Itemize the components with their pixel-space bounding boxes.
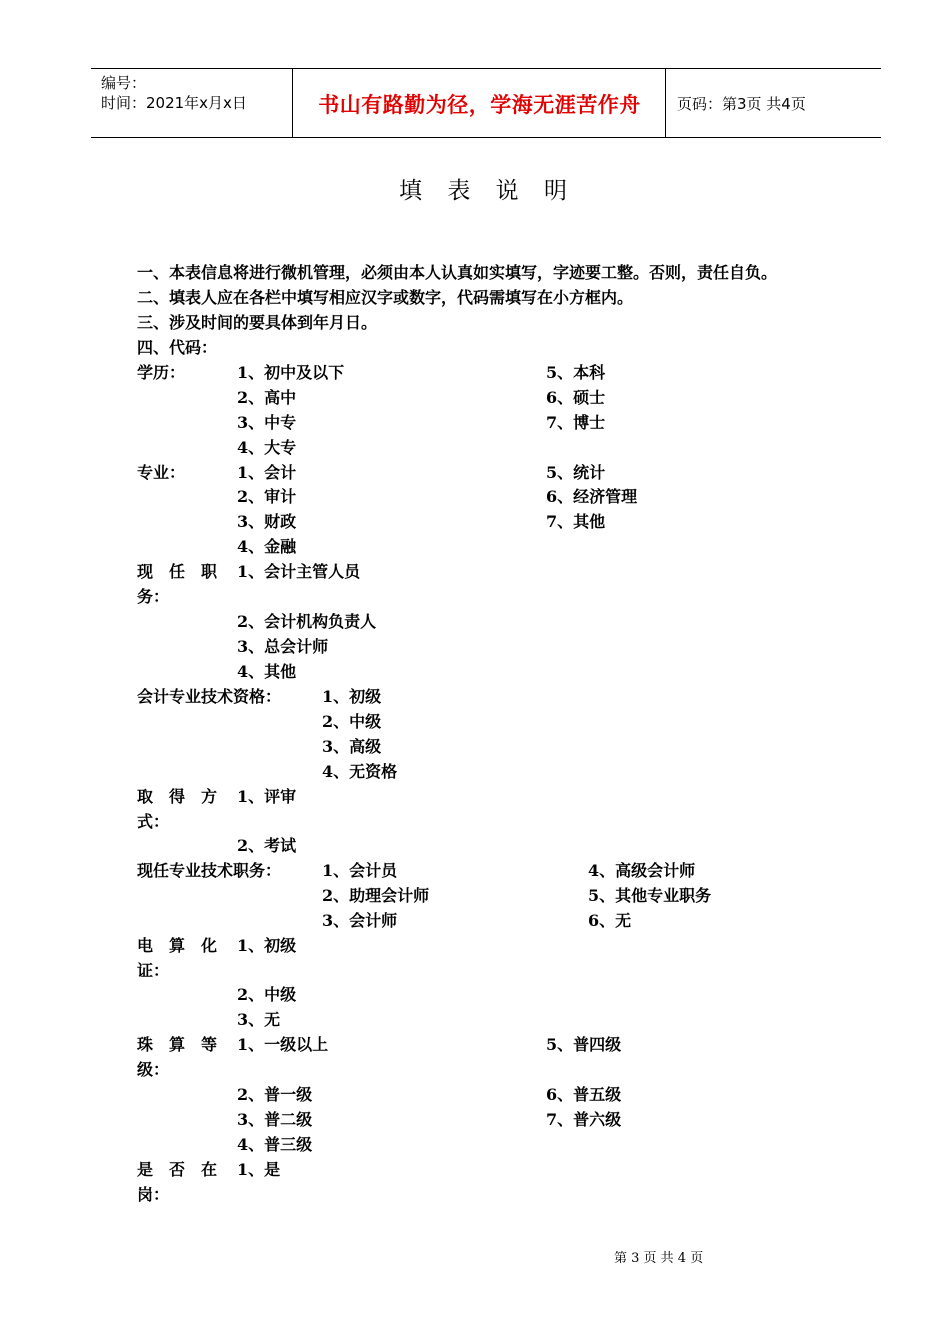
abacus-item: 3、普二级 — [237, 1110, 313, 1129]
education-item: 2、高中 — [237, 388, 297, 407]
position-item: 1、会计主管人员 — [237, 562, 361, 581]
position-item: 2、会计机构负责人 — [237, 612, 377, 631]
title-post-item: 6、无 — [588, 911, 632, 930]
education-label: 学历： — [137, 363, 186, 382]
computer-item: 3、无 — [237, 1010, 281, 1029]
title-post-item: 3、会计师 — [322, 911, 398, 930]
computer-item: 1、初级 — [237, 936, 297, 955]
computer-label: 电 算 化 — [137, 936, 218, 955]
on-post-label: 岗： — [137, 1185, 170, 1204]
header-motto: 书山有路勤为径，学海无涯苦作舟 — [318, 93, 641, 117]
position-item: 4、其他 — [237, 662, 297, 681]
position-label: 现 任 职 — [137, 562, 218, 581]
on-post-item: 1、是 — [237, 1160, 281, 1179]
method-item: 1、评审 — [237, 787, 297, 806]
page-header — [91, 68, 881, 138]
qualification-item: 3、高级 — [322, 737, 382, 756]
major-item: 7、其他 — [546, 512, 606, 531]
abacus-item: 2、普一级 — [237, 1085, 313, 1104]
note-1: 一、本表信息将进行微机管理，必须由本人认真如实填写，字迹要工整。否则，责任自负。 — [137, 263, 778, 282]
position-item: 3、总会计师 — [237, 637, 329, 656]
abacus-label: 珠 算 等 — [137, 1035, 218, 1054]
title-post-item: 5、其他专业职务 — [588, 886, 712, 905]
on-post-label: 是 否 在 — [137, 1160, 218, 1179]
abacus-item: 1、一级以上 — [237, 1035, 329, 1054]
header-divider — [665, 69, 666, 137]
education-item: 6、硕士 — [546, 388, 606, 407]
method-item: 2、考试 — [237, 836, 297, 855]
abacus-item: 5、普四级 — [546, 1035, 622, 1054]
time-label: 时间：2021年x月x日 — [101, 94, 247, 112]
computer-label: 证： — [137, 961, 170, 980]
abacus-label: 级： — [137, 1060, 170, 1079]
major-item: 6、经济管理 — [546, 487, 638, 506]
note-3: 三、涉及时间的要具体到年月日。 — [137, 313, 378, 332]
number-label: 编号： — [101, 74, 147, 92]
method-label: 式： — [137, 812, 170, 831]
computer-item: 2、中级 — [237, 985, 297, 1004]
qualification-item: 4、无资格 — [322, 762, 398, 781]
major-item: 1、会计 — [237, 463, 297, 482]
qualification-item: 1、初级 — [322, 687, 382, 706]
header-meta — [101, 73, 247, 113]
method-label: 取 得 方 — [137, 787, 218, 806]
note-4: 四、代码： — [137, 338, 218, 357]
qualification-label: 会计专业技术资格： — [137, 687, 282, 706]
major-item: 4、金融 — [237, 537, 297, 556]
major-item: 5、统计 — [546, 463, 606, 482]
abacus-item: 7、普六级 — [546, 1110, 622, 1129]
abacus-item: 4、普三级 — [237, 1135, 313, 1154]
page-title: 填 表 说 明 — [399, 178, 576, 204]
major-label: 专业： — [137, 463, 186, 482]
title-post-item: 4、高级会计师 — [588, 861, 696, 880]
page-footer: 第 3 页 共 4 页 — [614, 1251, 704, 1266]
education-item: 5、本科 — [546, 363, 606, 382]
education-item: 7、博士 — [546, 413, 606, 432]
qualification-item: 2、中级 — [322, 712, 382, 731]
title-post-label: 现任专业技术职务： — [137, 861, 282, 880]
title-post-item: 1、会计员 — [322, 861, 398, 880]
major-item: 2、审计 — [237, 487, 297, 506]
education-item: 1、初中及以下 — [237, 363, 345, 382]
education-item: 3、中专 — [237, 413, 297, 432]
header-page-code: 页码：第3页 共4页 — [677, 95, 806, 113]
title-post-item: 2、助理会计师 — [322, 886, 430, 905]
note-2: 二、填表人应在各栏中填写相应汉字或数字，代码需填写在小方框内。 — [137, 288, 634, 307]
position-label: 务： — [137, 587, 170, 606]
education-item: 4、大专 — [237, 438, 297, 457]
major-item: 3、财政 — [237, 512, 297, 531]
abacus-item: 6、普五级 — [546, 1085, 622, 1104]
